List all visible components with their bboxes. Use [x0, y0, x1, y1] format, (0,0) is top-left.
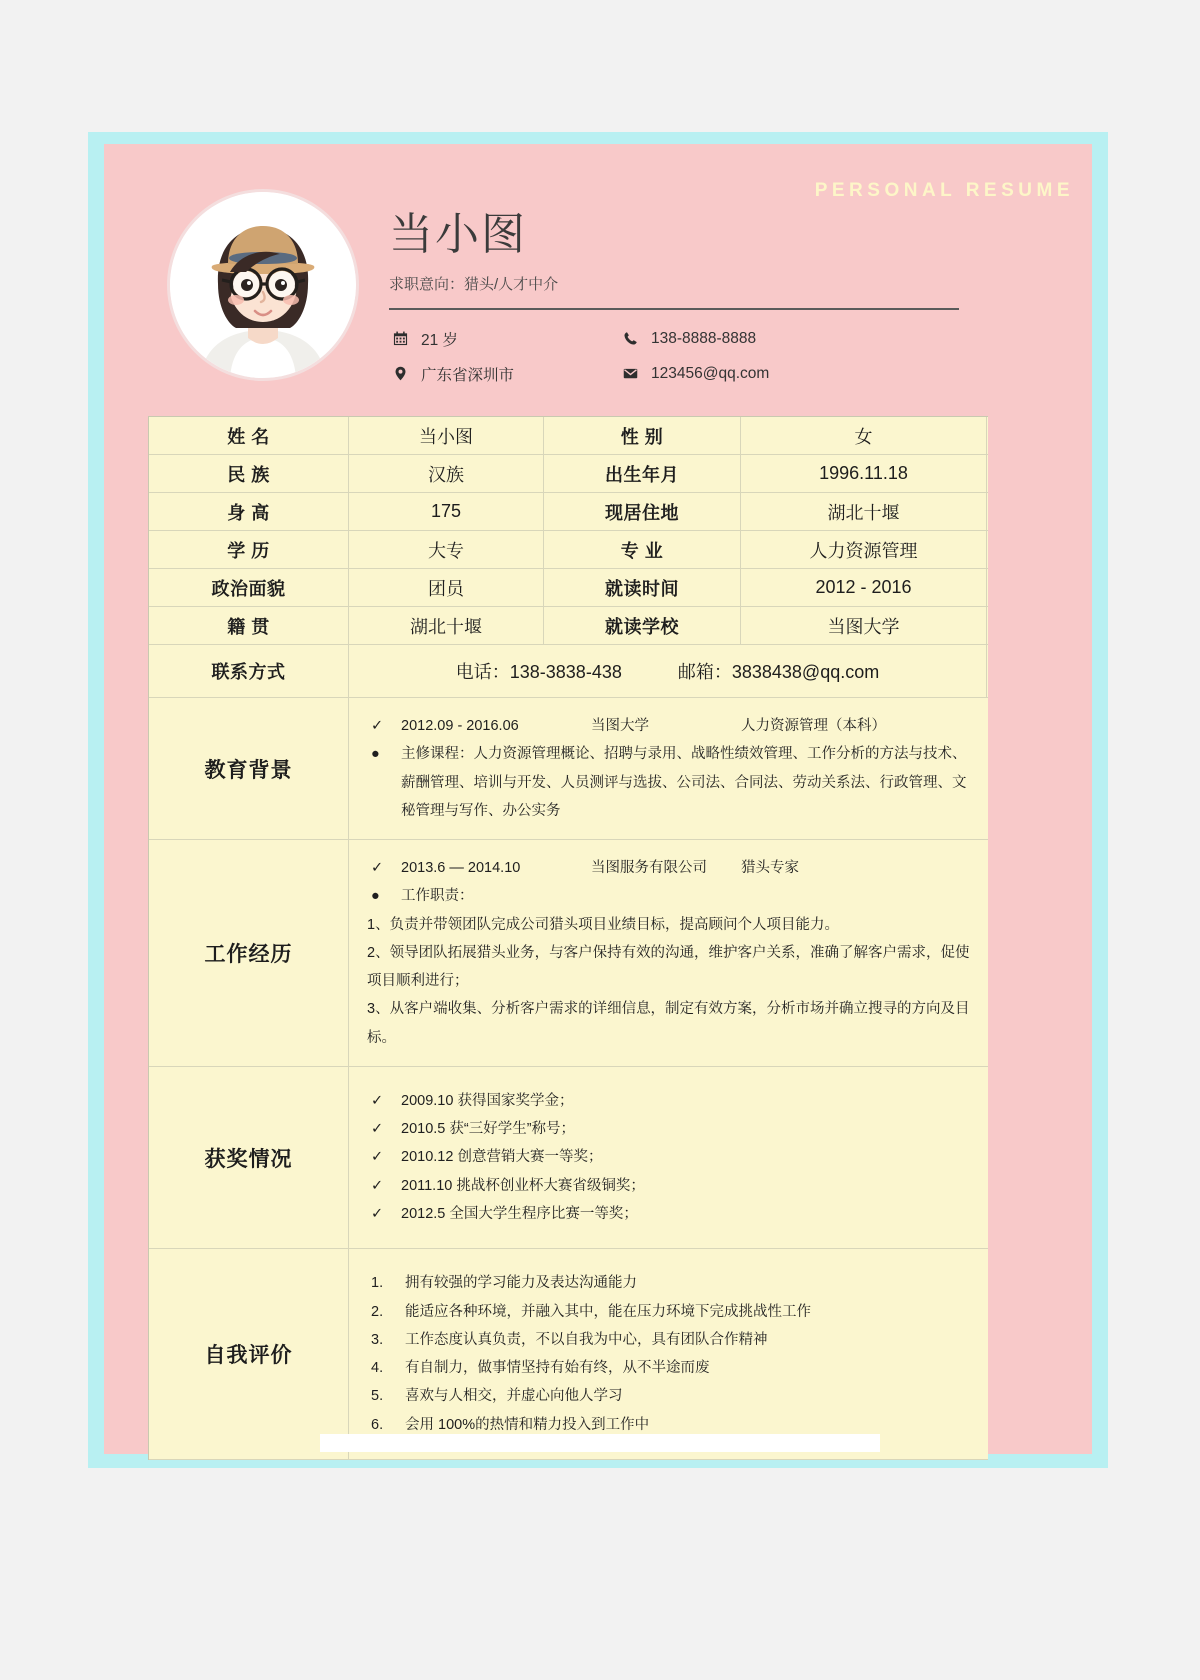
self-evaluation-item: [367, 1354, 971, 1382]
experience-duties-header: [367, 882, 971, 910]
field-label: 姓 名: [149, 417, 349, 454]
avatar: [170, 192, 356, 378]
field-value: 当图大学: [741, 607, 987, 644]
field-value: 团员: [349, 569, 544, 606]
experience-role: 猎头专家: [741, 860, 799, 877]
section-body-education: [349, 698, 987, 839]
award-item: [367, 1087, 971, 1115]
field-value: 当小图: [349, 417, 544, 454]
table-row: [149, 531, 988, 569]
bullet-icon: ●: [371, 746, 380, 763]
field-value: 人力资源管理: [741, 531, 987, 568]
field-value: 175: [349, 493, 544, 530]
contact-list: [389, 328, 1049, 385]
contact-age-text: 21 岁: [421, 331, 459, 349]
award-text: 2012.5 全国大学生程序比赛一等奖；: [401, 1205, 638, 1222]
list-number: 1.: [371, 1275, 384, 1292]
person-name: 当小图: [389, 210, 527, 259]
contact-email: [619, 363, 1049, 385]
field-label: 出生年月: [544, 455, 741, 492]
check-icon: ✓: [371, 1092, 384, 1109]
experience-duty-item: 2、领导团队拓展猎头业务，与客户保持有效的沟通，维护客户关系，准确了解客户需求，促使项目顺利进行；: [367, 944, 970, 990]
self-evaluation-item: [367, 1269, 971, 1297]
experience-duty-item: 1、负责并带领团队完成公司猎头项目业绩目标，提高顾问个人项目能力。: [367, 916, 840, 933]
self-evaluation-item: [367, 1298, 971, 1326]
field-value: 湖北十堰: [349, 607, 544, 644]
check-icon: ✓: [371, 1149, 384, 1166]
field-label: 就读时间: [544, 569, 741, 606]
section-body-self-evaluation: [349, 1249, 987, 1459]
self-evaluation-text: 喜欢与人相交，并虚心向他人学习: [405, 1388, 623, 1405]
section-title-experience: 工作经历: [149, 840, 349, 1066]
contact-phone-text: 138-8888-8888: [651, 329, 757, 347]
table-row: [149, 607, 988, 645]
award-item: [367, 1143, 971, 1171]
list-number: 3.: [371, 1331, 384, 1348]
self-evaluation-item: [367, 1382, 971, 1410]
education-major: 人力资源管理（本科）: [741, 718, 886, 734]
section-title-awards: 获奖情况: [149, 1067, 349, 1248]
list-number: 2.: [371, 1303, 384, 1320]
contact-method-values: [349, 645, 987, 697]
check-icon: ✓: [371, 1205, 384, 1222]
self-evaluation-text: 能适应各种环境，并融入其中，能在压力环境下完成挑战性工作: [405, 1303, 811, 1320]
award-text: 2009.10 获得国家奖学金；: [401, 1092, 574, 1109]
contact-method-label: 联系方式: [149, 645, 349, 697]
field-label: 民 族: [149, 455, 349, 492]
field-value: 汉族: [349, 455, 544, 492]
award-text: 2010.12 创意营销大赛一等奖；: [401, 1149, 603, 1166]
contact-phone: [619, 328, 1049, 350]
award-text: 2011.10 挑战杯创业杯大赛省级铜奖；: [401, 1177, 645, 1194]
self-evaluation-item: [367, 1326, 971, 1354]
section-body-experience: [349, 840, 987, 1066]
field-label: 就读学校: [544, 607, 741, 644]
resume-table: [148, 416, 988, 1460]
field-label: 学 历: [149, 531, 349, 568]
self-evaluation-text: 拥有较强的学习能力及表达沟通能力: [405, 1275, 637, 1292]
contact-location-text: 广东省深圳市: [421, 366, 515, 384]
header-divider: [389, 308, 959, 310]
job-intent: 求职意向：猎头/人才中介: [389, 275, 559, 293]
self-evaluation-text: 工作态度认真负责，不以自我为中心，具有团队合作精神: [405, 1331, 768, 1348]
check-icon: ✓: [371, 1121, 384, 1138]
award-item: [367, 1172, 971, 1200]
experience-duties-label: 工作职责：: [401, 888, 474, 905]
field-label: 籍 贯: [149, 607, 349, 644]
education-courses: [367, 740, 971, 825]
bottom-accent-strip: [320, 1434, 880, 1452]
field-label: 政治面貌: [149, 569, 349, 606]
list-number: 5.: [371, 1388, 384, 1405]
education-period: 2012.09 - 2016.06: [401, 718, 519, 734]
check-icon: ✓: [371, 860, 384, 877]
award-item: [367, 1200, 971, 1228]
section-title-education: 教育背景: [149, 698, 349, 839]
field-label: 现居住地: [544, 493, 741, 530]
field-value: 2012 - 2016: [741, 569, 987, 606]
field-label: 专 业: [544, 531, 741, 568]
section-experience: [149, 840, 988, 1067]
table-row-contact: [149, 645, 988, 698]
field-label: 身 高: [149, 493, 349, 530]
contact-phone-value: 电话：138-3838-438: [455, 662, 622, 682]
section-body-awards: [349, 1067, 987, 1248]
experience-entry: [367, 854, 971, 882]
experience-duty-item: 3、从客户端收集、分析客户需求的详细信息，制定有效方案，分析市场并确立搜寻的方向及目标。: [367, 1001, 970, 1046]
field-value: 湖北十堰: [741, 493, 987, 530]
check-icon: ✓: [371, 718, 384, 734]
field-value: 大专: [349, 531, 544, 568]
calendar-icon: [389, 331, 411, 346]
experience-period: 2013.6 — 2014.10: [401, 860, 521, 877]
bullet-icon: ●: [371, 888, 380, 905]
award-text: 2010.5 获“三好学生”称号；: [401, 1121, 576, 1138]
location-icon: [389, 366, 411, 381]
education-school: 当图大学: [591, 718, 649, 734]
avatar-illustration: [170, 192, 356, 378]
list-number: 4.: [371, 1360, 384, 1377]
education-entry: [367, 712, 971, 740]
table-row: [149, 569, 988, 607]
contact-location: [389, 363, 619, 385]
resume-header: [104, 144, 1092, 406]
table-row: [149, 455, 988, 493]
mail-icon: [619, 366, 641, 381]
contact-email-value: 邮箱：3838438@qq.com: [677, 662, 880, 682]
table-row: [149, 417, 988, 455]
section-title-self-evaluation: 自我评价: [149, 1249, 349, 1459]
section-awards: [149, 1067, 988, 1249]
check-icon: ✓: [371, 1177, 384, 1194]
section-self-evaluation: [149, 1249, 988, 1460]
list-number: 6.: [371, 1416, 384, 1433]
education-courses-text: 主修课程：人力资源管理概论、招聘与录用、战略性绩效管理、工作分析的方法与技术、薪酬管理、培训与开发、人员测评与选拔、公司法、合同法、劳动关系法、行政管理、文秘管理与写作、办公实务: [401, 746, 967, 819]
field-label: 性 别: [544, 417, 741, 454]
identity-block: [389, 210, 1049, 385]
section-education: [149, 698, 988, 840]
table-row: [149, 493, 988, 531]
contact-age: [389, 328, 619, 350]
self-evaluation-text: 会用 100%的热情和精力投入到工作中: [405, 1416, 650, 1433]
field-value: 1996.11.18: [741, 455, 987, 492]
self-evaluation-text: 有自制力，做事情坚持有始有终，从不半途而废: [405, 1360, 710, 1377]
experience-company: 当图服务有限公司: [591, 860, 707, 877]
phone-icon: [619, 331, 641, 346]
field-value: 女: [741, 417, 987, 454]
contact-email-text: 123456@qq.com: [651, 364, 770, 382]
award-item: [367, 1115, 971, 1143]
page-title: PERSONAL RESUME: [814, 180, 1074, 201]
